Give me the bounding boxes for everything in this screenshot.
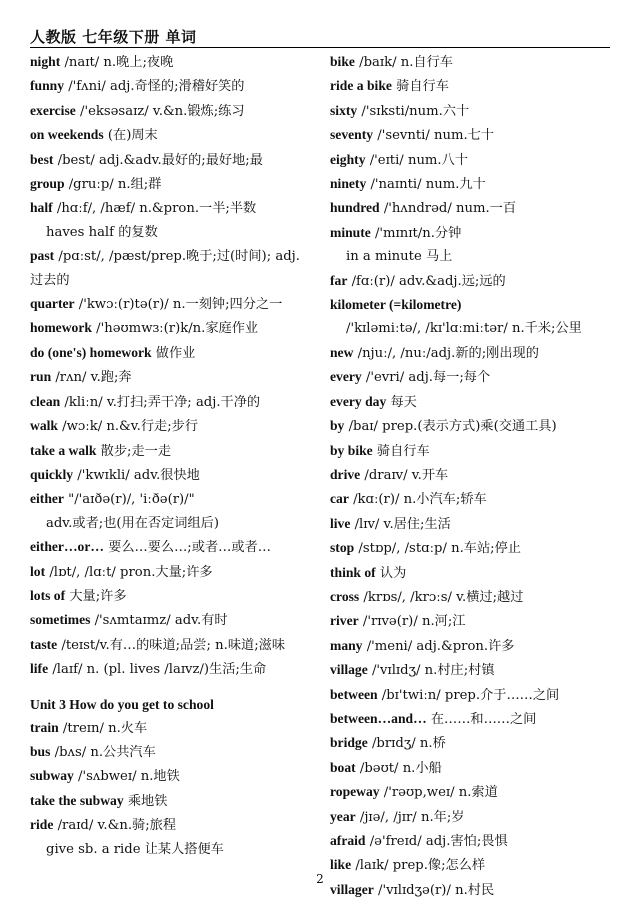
vocab-definition: /laɪf/ n. (pl. lives /laɪvz/)生活;生命 — [52, 662, 267, 678]
vocab-entry — [330, 196, 610, 220]
vocab-definition: /bʌs/ n.公共汽车 — [54, 744, 156, 760]
vocab-definition: /'rəʊp,weɪ/ n.索道 — [383, 785, 498, 801]
vocab-entry — [30, 414, 310, 438]
vocab-word: either…or… — [30, 539, 104, 555]
vocab-definition: /'sevnti/ num.七十 — [377, 128, 495, 144]
vocab-entry — [330, 99, 610, 123]
vocab-definition: /kɑː(r)/ n.小汽车;轿车 — [353, 492, 487, 508]
vocab-definition: /baɪk/ n.自行车 — [359, 55, 453, 70]
vocab-definition: /'rɪvə(r)/ n.河;江 — [362, 614, 466, 630]
vocab-definition: /baɪ/ prep.(表示方式)乘(交通工具) — [348, 419, 557, 435]
vocab-definition: /'naɪnti/ num.九十 — [370, 177, 486, 193]
vocab-entry — [330, 463, 610, 487]
vocab-entry — [330, 561, 610, 585]
vocab-entry — [330, 414, 610, 438]
vocab-definition: 大量;许多 — [69, 588, 127, 604]
vocab-entry — [30, 74, 310, 98]
vocab-word: past — [30, 248, 55, 264]
vocab-entry — [330, 805, 610, 829]
vocab-word: run — [30, 369, 52, 385]
unit-title: Unit 3 How do you get to school — [30, 696, 214, 712]
vocab-definition: 在……和……之间 — [430, 711, 537, 727]
vocab-entry — [30, 99, 310, 123]
vocab-definition: /'mɪnɪt/n.分钟 — [374, 225, 462, 241]
vocab-entry — [330, 536, 610, 560]
vocab-entry — [330, 148, 610, 172]
vocab-word: eighty — [330, 151, 366, 167]
vocab-word: cross — [330, 588, 360, 604]
vocab-entry — [30, 764, 310, 788]
vocab-word: exercise — [30, 102, 76, 118]
vocab-definition: /'meni/ adj.&pron.许多 — [366, 638, 515, 654]
vocab-word: sometimes — [30, 612, 91, 628]
vocab-definition: 乘地铁 — [127, 793, 168, 809]
vocab-entry — [30, 789, 310, 813]
vocab-entry — [30, 390, 310, 414]
vocab-entry — [30, 608, 310, 632]
vocab-entry — [330, 609, 610, 633]
unit-gap — [30, 682, 310, 694]
vocab-definition: /gruːp/ n.组;群 — [68, 177, 162, 193]
vocab-word: subway — [30, 768, 74, 784]
vocab-definition: 骑自行车 — [376, 443, 430, 459]
vocab-word: bridge — [330, 735, 368, 751]
vocab-definition: /krɒs/, /krɔːs/ v.横过;越过 — [363, 589, 524, 605]
vocab-definition: /ə'freɪd/ adj.害怕;畏惧 — [369, 834, 508, 849]
page-header: 人教版 七年级下册 单词 — [30, 28, 197, 46]
vocab-word: on weekends — [30, 127, 104, 143]
vocab-word: half — [30, 200, 53, 216]
vocab-definition: /brɪdʒ/ n.桥 — [371, 736, 446, 752]
vocab-word: minute — [330, 224, 371, 240]
vocab-word: drive — [330, 466, 361, 482]
vocab-entry — [30, 657, 310, 681]
vocab-entry — [330, 365, 610, 389]
vocab-entry — [30, 487, 310, 511]
vocab-definition: /pɑːst/, /pæst/prep.晚于;过(时间); adj.过去的 — [30, 249, 300, 288]
vocab-definition: 认为 — [379, 565, 407, 581]
vocab-definition: /'hʌndrəd/ num.一百 — [383, 201, 517, 217]
vocab-definition: /'vɪlɪdʒə(r)/ n.村民 — [378, 882, 495, 898]
header-rule — [30, 47, 610, 48]
vocab-entry — [30, 439, 310, 463]
vocab-word: car — [330, 491, 349, 507]
vocab-entry — [30, 341, 310, 365]
page-number: 2 — [316, 872, 324, 886]
vocab-definition: /stɒp/, /stɑːp/ n.车站;停止 — [358, 541, 521, 557]
vocab-definition: /'evri/ adj.每一;每个 — [365, 370, 491, 386]
vocab-definition: /'kwɪkli/ adv.很快地 — [77, 467, 200, 483]
vocab-definition: /laɪk/ prep.像;怎么样 — [355, 858, 486, 874]
vocab-word: group — [30, 176, 65, 192]
vocab-word: lots of — [30, 587, 66, 603]
vocab-word: every — [330, 369, 362, 385]
vocab-definition: /jɪə/, /jɪr/ n.年;岁 — [359, 809, 465, 825]
vocab-definition: /lɒt/, /lɑːt/ pron.大量;许多 — [49, 564, 213, 580]
left-vocab-list — [30, 50, 310, 682]
vocab-word: many — [330, 637, 363, 653]
vocab-word: ride — [30, 817, 54, 833]
vocab-definition: /lɪv/ v.居住;生活 — [354, 516, 451, 532]
vocab-definition: /draɪv/ v.开车 — [364, 467, 449, 483]
vocab-word: night — [30, 54, 61, 69]
vocab-word: kilometer (=kilometre) — [330, 297, 462, 313]
vocab-entry — [30, 244, 310, 292]
vocab-definition: 要么…要么…;或者…或者… — [108, 540, 271, 556]
vocab-entry — [330, 683, 610, 707]
vocab-definition: /'eɪti/ num.八十 — [369, 152, 469, 168]
vocab-entry — [330, 123, 610, 147]
vocab-definition: /teɪst/v.有…的味道;品尝; n.味道;滋味 — [61, 637, 286, 653]
vocab-entry — [330, 731, 610, 755]
vocab-word: walk — [30, 418, 58, 434]
vocab-word: bike — [330, 54, 355, 69]
vocab-entry — [30, 148, 310, 172]
vocab-entry — [330, 487, 610, 511]
vocab-definition: /'kwɔː(r)tə(r)/ n.一刻钟;四分之一 — [78, 297, 283, 313]
vocab-entry — [30, 365, 310, 389]
left-column — [30, 50, 310, 861]
vocab-definition: /bəʊt/ n.小船 — [359, 760, 442, 776]
vocab-entry — [330, 512, 610, 536]
vocab-word: every day — [330, 393, 387, 409]
vocab-entry — [30, 463, 310, 487]
vocab-word: do (one's) homework — [30, 344, 152, 360]
vocab-entry — [30, 292, 310, 316]
vocab-definition: "/'aɪðə(r)/, 'iːðə(r)/" — [68, 492, 195, 508]
vocab-entry — [330, 293, 610, 317]
vocab-definition: /'həʊmwɜː(r)k/n.家庭作业 — [96, 321, 259, 337]
vocab-entry — [330, 658, 610, 682]
vocab-entry — [330, 269, 610, 293]
vocab-word: like — [330, 857, 352, 873]
vocab-definition: 散步;走一走 — [100, 443, 172, 459]
vocab-definition: /kliːn/ v.打扫;弄干净; adj.干净的 — [64, 394, 261, 410]
vocab-definition: /njuː/, /nuː/adj.新的;刚出现的 — [357, 345, 539, 361]
vocab-entry — [30, 813, 310, 837]
vocab-definition: /'fʌni/ adj.奇怪的;滑稽好笑的 — [68, 79, 245, 95]
vocab-word: best — [30, 151, 54, 167]
vocab-word: quickly — [30, 466, 74, 482]
vocab-word: either — [30, 491, 64, 507]
vocab-entry — [30, 584, 310, 608]
right-column — [330, 50, 610, 902]
vocab-word: homework — [30, 320, 92, 336]
vocab-entry — [30, 123, 310, 147]
vocab-entry — [30, 50, 310, 74]
vocab-entry — [330, 74, 610, 98]
vocab-definition: /'eksəsaɪz/ v.&n.锻炼;练习 — [80, 103, 245, 119]
vocab-entry — [330, 50, 610, 74]
vocab-continuation: give sb. a ride 让某人搭便车 — [46, 841, 224, 857]
vocab-definition: 做作业 — [155, 345, 196, 361]
vocab-definition: /'sɪksti/num.六十 — [361, 103, 470, 119]
vocab-definition: /fɑː(r)/ adv.&adj.远;远的 — [351, 273, 506, 289]
vocab-entry — [330, 341, 610, 365]
vocab-word: think of — [330, 564, 376, 580]
vocab-definition: /raɪd/ v.&n.骑;旅程 — [57, 818, 177, 834]
vocab-word: by — [330, 418, 345, 434]
vocab-word: stop — [330, 540, 355, 556]
vocab-entry — [330, 634, 610, 658]
vocab-word: bus — [30, 743, 51, 759]
vocab-entry — [30, 633, 310, 657]
vocab-entry — [30, 196, 310, 220]
vocab-word: boat — [330, 759, 356, 775]
vocab-word: hundred — [330, 200, 380, 216]
vocab-word: train — [30, 719, 59, 735]
vocab-definition: /wɔːk/ n.&v.行走;步行 — [62, 419, 199, 435]
vocab-word: quarter — [30, 296, 75, 312]
vocab-word: between — [330, 686, 378, 702]
vocab-entry — [330, 756, 610, 780]
vocab-entry — [330, 390, 610, 414]
vocab-entry — [330, 221, 610, 245]
vocab-word: by bike — [330, 442, 373, 458]
vocab-word: ninety — [330, 176, 367, 192]
vocab-word: ropeway — [330, 784, 380, 800]
vocab-entry — [30, 172, 310, 196]
vocab-word: seventy — [330, 127, 374, 143]
vocab-definition: (在)周末 — [107, 128, 158, 144]
right-vocab-list — [330, 50, 610, 902]
vocab-word: between…and… — [330, 710, 427, 726]
vocab-continuation: haves half 的复数 — [46, 224, 158, 240]
vocab-entry — [30, 316, 310, 340]
vocab-definition: /hɑːf/, /hæf/ n.&pron.一半;半数 — [56, 201, 257, 217]
vocab-entry — [330, 829, 610, 853]
vocab-word: taste — [30, 636, 58, 652]
vocab-word: live — [330, 515, 351, 531]
vocab-entry — [30, 716, 310, 740]
vocab-word: ride a bike — [330, 78, 392, 94]
unit3-vocab-list — [30, 716, 310, 861]
vocab-continuation: adv.或者;也(用在否定词组后) — [46, 515, 219, 531]
vocab-entry — [330, 707, 610, 731]
vocab-definition: /'vɪlɪdʒ/ n.村庄;村镇 — [371, 663, 495, 679]
vocab-word: sixty — [330, 102, 358, 118]
vocab-word: clean — [30, 393, 61, 409]
vocab-word: new — [330, 344, 354, 360]
vocab-entry — [330, 172, 610, 196]
vocab-word: year — [330, 808, 356, 824]
vocab-definition: /'sʌbweɪ/ n.地铁 — [78, 769, 180, 785]
vocab-definition: 每天 — [390, 394, 417, 410]
vocab-entry — [330, 585, 610, 609]
vocab-continuation: /'kɪləmiːtə/, /kɪ'lɑːmiːtər/ n.千米;公里 — [346, 321, 582, 337]
vocab-definition: /rʌn/ v.跑;奔 — [55, 370, 132, 386]
vocab-word: funny — [30, 78, 65, 94]
vocab-word: afraid — [330, 833, 366, 848]
vocab-definition: /naɪt/ n.晚上;夜晚 — [64, 55, 174, 70]
vocab-entry — [330, 780, 610, 804]
vocab-word: river — [330, 613, 359, 629]
vocab-entry — [30, 535, 310, 559]
vocab-word: life — [30, 661, 49, 677]
vocab-word: lot — [30, 563, 46, 579]
vocab-word: far — [330, 272, 348, 288]
vocab-definition: /best/ adj.&adv.最好的;最好地;最 — [57, 152, 263, 168]
vocab-word: take a walk — [30, 442, 97, 458]
vocab-definition: 骑自行车 — [396, 79, 449, 95]
vocab-entry — [30, 560, 310, 584]
vocab-word: villager — [330, 881, 374, 897]
vocab-entry — [30, 740, 310, 764]
vocab-continuation: in a minute 马上 — [346, 249, 453, 265]
vocab-word: village — [330, 662, 368, 678]
vocab-definition: /'sʌmtaɪmz/ adv.有时 — [94, 613, 228, 629]
vocab-entry — [330, 439, 610, 463]
vocab-definition: /bɪ'twiːn/ prep.介于……之间 — [381, 687, 560, 703]
vocab-word: take the subway — [30, 792, 124, 808]
vocab-definition: /treɪn/ n.火车 — [62, 720, 148, 736]
